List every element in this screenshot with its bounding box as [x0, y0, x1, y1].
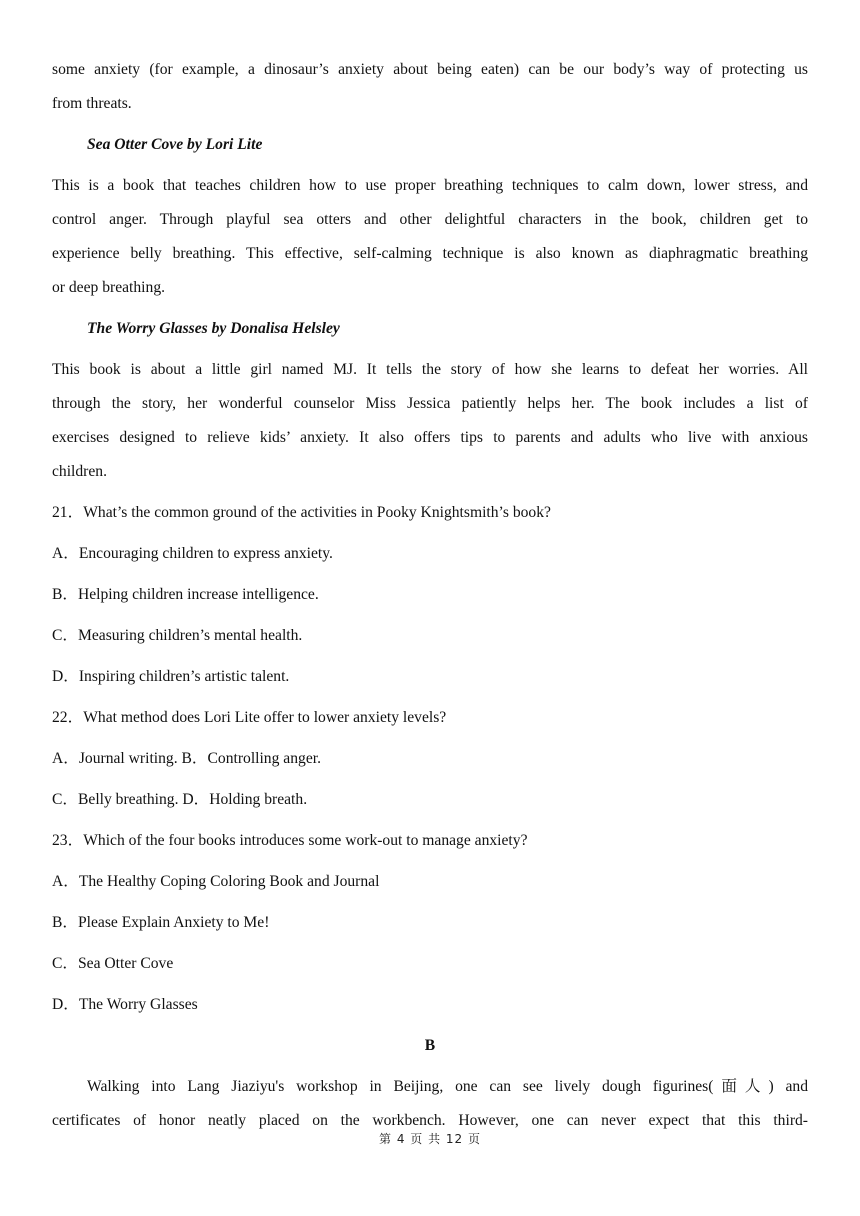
book-title: The Worry Glasses by Donalisa Helsley [87, 320, 340, 337]
paragraph-line: This is a book that teaches children how to use proper breathing techniques to calm down, lower stress, and [52, 177, 808, 194]
question-option: B．Helping children increase intelligence. [52, 586, 319, 603]
paragraph-line: certificates of honor neatly placed on the workbench. However, one can never expect that this third- [52, 1112, 808, 1129]
question-option: B．Please Explain Anxiety to Me! [52, 914, 270, 931]
question-option: D．Inspiring children’s artistic talent. [52, 668, 290, 685]
question-option: C．Belly breathing. D．Holding breath. [52, 791, 308, 808]
question-stem: 23．Which of the four books introduces some work-out to manage anxiety? [52, 832, 528, 849]
question-option: C．Sea Otter Cove [52, 955, 174, 972]
page-footer: 第 4 页 共 12 页 [379, 1132, 481, 1146]
question-stem: 21．What’s the common ground of the activities in Pooky Knightsmith’s book? [52, 504, 551, 521]
question-option: A．The Healthy Coping Coloring Book and Journal [52, 873, 380, 890]
paragraph-line: This book is about a little girl named MJ. It tells the story of how she learns to defeat her worries. All [52, 361, 808, 378]
paragraph-line: Walking into Lang Jiaziyu's workshop in Beijing, one can see lively dough figurines(面人) and [87, 1078, 808, 1095]
question-option: A．Encouraging children to express anxiety. [52, 545, 333, 562]
paragraph-line: through the story, her wonderful counselor Miss Jessica patiently helps her. The book includes a list of [52, 395, 808, 412]
paragraph-line: some anxiety (for example, a dinosaur’s anxiety about being eaten) can be our body’s way of protecting us [52, 61, 808, 78]
question-stem: 22．What method does Lori Lite offer to lower anxiety levels? [52, 709, 447, 726]
book-title: Sea Otter Cove by Lori Lite [87, 136, 263, 153]
paragraph-line: or deep breathing. [52, 279, 166, 296]
paragraph-line: experience belly breathing. This effective, self-calming technique is also known as diaphragmatic breathing [52, 245, 808, 262]
paragraph-line: from threats. [52, 95, 132, 112]
section-heading: B [424, 1037, 436, 1054]
paragraph-line: control anger. Through playful sea otters and other delightful characters in the book, children get to [52, 211, 808, 228]
question-option: D．The Worry Glasses [52, 996, 198, 1013]
paragraph-line: children. [52, 463, 107, 480]
question-option: C．Measuring children’s mental health. [52, 627, 303, 644]
paragraph-line: exercises designed to relieve kids’ anxiety. It also offers tips to parents and adults who live with anxious [52, 429, 808, 446]
question-option: A．Journal writing. B．Controlling anger. [52, 750, 321, 767]
